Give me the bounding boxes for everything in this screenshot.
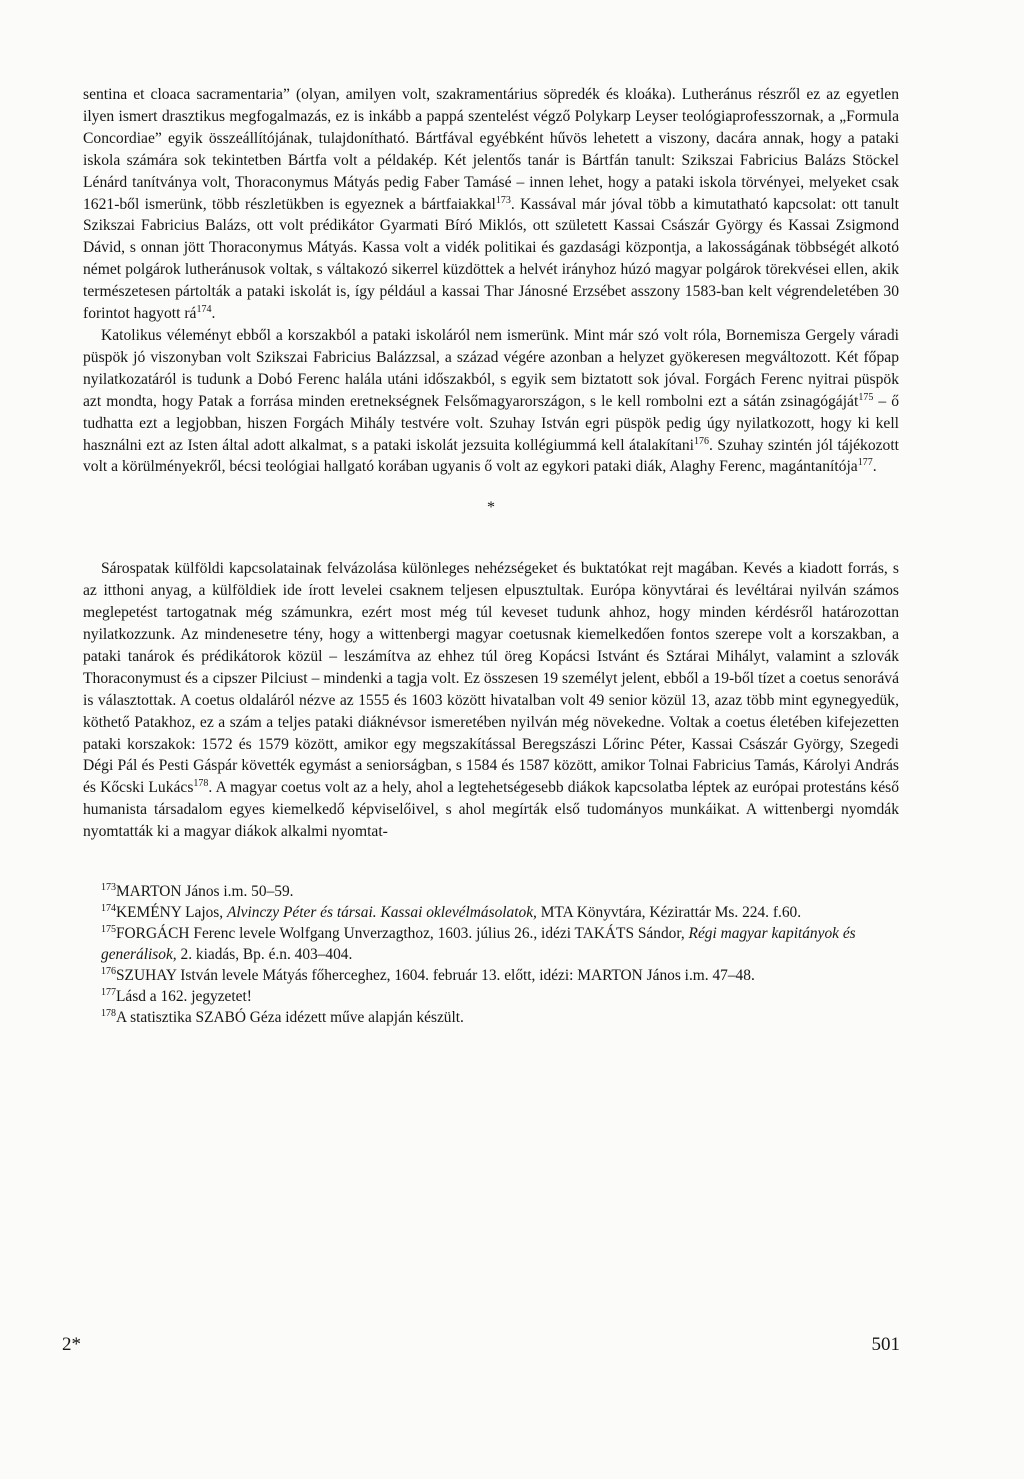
signature-mark: 2* [62, 1334, 81, 1355]
footnote-173 [83, 881, 899, 902]
paragraph-text: Katolikus véleményt ebből a korszakból a pataki iskoláról nem ismerünk. Mint már szó volt róla, Bornemisza Gergely váradi püspök jó viszonyban volt Szikszai Fabricius Balázzsal, a század végére azonban a helyzet gyökeresen megváltozott. Két főpap nyilatkozatáról is tudunk a Dobó Ferenc halála utáni időszakból, s egyik sem biztatott sok jóval. Forgách Ferenc nyitrai püspök azt mondta, hogy Patak a forrása minden eretnekségnek Felsőmagyarországon, s le kell rombolni ezt a sátán zsinagógáját [83, 326, 899, 410]
footnote-number: 175 [101, 923, 116, 935]
footnote-number: 174 [101, 902, 116, 914]
footnote-text: MARTON János i.m. 50–59. [116, 883, 294, 901]
paragraph-text: – ő tudhatta ezt a legjobban, hiszen Forgách Mihály testvére volt. Szuhay István egri püspök pedig úgy nyilatkozott, hogy ki kell használni ezt az Isten által adott alkalmat, s a pataki iskolát jezsuita kollégiummá kell átalakítani [83, 392, 900, 454]
section-divider: * [487, 499, 495, 517]
footnote-text: Lásd a 162. jegyzetet! [116, 988, 252, 1006]
footnote-number: 176 [101, 965, 116, 977]
page-content [83, 84, 899, 1028]
footnote-177 [83, 986, 899, 1007]
footnote-text: 2. kiadás, Bp. é.n. 403–404. [176, 946, 353, 964]
paragraph-1 [83, 84, 899, 325]
footnote-ref-175[interactable]: 175 [858, 391, 874, 403]
paragraph-text: sentina et cloaca sacramentaria” (olyan, amilyen volt, szakramentárius söpredék és kloáka). Lutheránus részről ez az egyetlen ilyen ismert drasztikus megfogalmazás, ez is inkább a pappá szentelést végző Polykarp Leyser teológiaprofesszornak, a „Formula Concordiae” egyik összeállítójának, tulajdonítható. Bártfával egyébként hűvös lehetett a viszony, dacára annak, hogy a pataki iskola számára sok tekintetben Bártfa volt a példakép. Két jelentős tanár is Bártfán tanult: Szikszai Fabricius Balázs Stöckel Lénárd tanítványa volt, Thoraconymus Mátyás pedig Faber Tamásé – innen lehet, hogy a pataki iskola törvényei, melyeket csak 1621-ből ismerünk, több részletükben is egyeznek a bártfaiakkal [83, 86, 899, 213]
footnote-ref-177[interactable]: 177 [857, 457, 873, 469]
paragraph-text: . [211, 305, 216, 323]
footnote-176 [83, 965, 899, 986]
footnote-title: Régi magyar kapitányok és generálisok, [101, 925, 856, 964]
footnote-174 [83, 902, 899, 923]
footnote-text: A statisztika SZABÓ Géza idézett műve alapján készült. [116, 1009, 464, 1027]
footnote-title: Alvinczy Péter és társai. Kassai oklevélmásolatok, [227, 904, 537, 922]
footnote-text: MTA Könyvtára, Kézirattár Ms. 224. f.60. [536, 904, 802, 922]
footnote-number: 178 [101, 1007, 116, 1019]
page-footer [62, 1334, 900, 1364]
footnote-175 [83, 923, 899, 965]
footnote-ref-174[interactable]: 174 [196, 303, 212, 315]
paragraph-text: . Szuhay szintén jól tájékozott volt a körülményekről, bécsi teológiai hallgató korában ugyanis ő volt az egykori pataki diák, Alaghy Ferenc, magántanítója [83, 436, 899, 476]
footnote-ref-176[interactable]: 176 [694, 435, 709, 447]
paragraph-text: . [872, 458, 877, 476]
paragraph-2 [83, 325, 899, 478]
paragraph-3 [83, 558, 899, 843]
footnote-ref-173[interactable]: 173 [495, 194, 511, 206]
footnotes [83, 881, 899, 1028]
footnote-number: 177 [101, 986, 116, 998]
footnote-178 [83, 1007, 899, 1028]
page-number: 501 [871, 1334, 900, 1355]
paragraph-text: Sárospatak külföldi kapcsolatainak felvázolása különleges nehézségeket és buktatókat rejt magában. Kevés a kiadott forrás, s az itthoni anyag, a külföldiek ide írott levelei csaknem teljesen elpusztultak. Európa könyvtárai és levéltárai nyilván számos meglepetést tartogatnak még számunkra, ezért most még túl keveset tudunk ahhoz, hogy minden kérdésről határozottan nyilatkozzunk. Az mindenesetre tény, hogy a wittenbergi magyar coetusnak kiemelkedően fontos szerepe volt a korszakban, a pataki tanárok és prédikátorok közül – leszámítva az ehhez túl öreg Kopácsi Istvánt és Sztárai Mihályt, valamint a szlovák Thoraconymust és a cipszer Pilciust – mindenki a tagja volt. Ez összesen 19 személyt jelent, ebből a 19-ből tízet a coetus senorává is választottak. A coetus oldaláról nézve az 1555 és 1603 között hivatalban volt 49 senior közül 13, azaz több mint egynegyedük, köthető Patakhoz, ez a szám a teljes pataki diáknévsor ismeretében nyilván még növekedne. Voltak a coetus életében kifejezetten pataki korszakok: 1572 és 1579 között, amikor egy megszakítással Beregszászi Lőrinc Péter, Kassai Császár György, Szegedi Dégi Pál és Pesti Gáspár követték egymást a seniorságban, s 1584 és 1587 között, amikor Tolnai Fabricius Tamás, Károlyi András és Kőcski Lukács [83, 560, 899, 797]
footnote-text: SZUHAY István levele Mátyás főherceghez, 1604. február 13. előtt, idézi: MARTON János i.m. 47–48. [116, 967, 755, 985]
paragraph-text: . A magyar coetus volt az a hely, ahol a legtehetségesebb diákok kapcsolatba léptek az európai protestáns késő humanista társadalom egyes kiemelkedő képviselőivel, s ahol megírták első tudományos munkáikat. A wittenbergi nyomdák nyomtatták ki a magyar diákok alkalmi nyomtat- [83, 779, 899, 841]
footnote-text: FORGÁCH Ferenc levele Wolfgang Unverzagthoz, 1603. július 26., idézi TAKÁTS Sándor, [116, 925, 689, 943]
footnote-number: 173 [101, 881, 116, 893]
footnote-text: KEMÉNY Lajos, [116, 904, 227, 922]
paragraph-text: . Kassával már jóval több a kimutatható kapcsolat: ott tanult Szikszai Fabricius Balázs, ott volt prédikátor Gyarmati Bíró Miklós, ott született Kassai Császár György és Kassai Zsigmond Dávid, s onnan jött Thoraconymus Mátyás. Kassa volt a vidék politikai és gazdasági központja, a lakosságának többségét alkotó német polgárok lutheránusok voltak, s váltakozó sikerrel küzdöttek a helvét irányhoz húzó magyar polgárok törekvései ellen, akik természetesen pártolták a pataki iskolát is, így például a kassai Thar Jánosné Erzsébet asszony 1583-ban kelt végrendeletében 30 forintot hagyott rá [83, 195, 899, 323]
footnote-ref-178[interactable]: 178 [193, 778, 209, 790]
